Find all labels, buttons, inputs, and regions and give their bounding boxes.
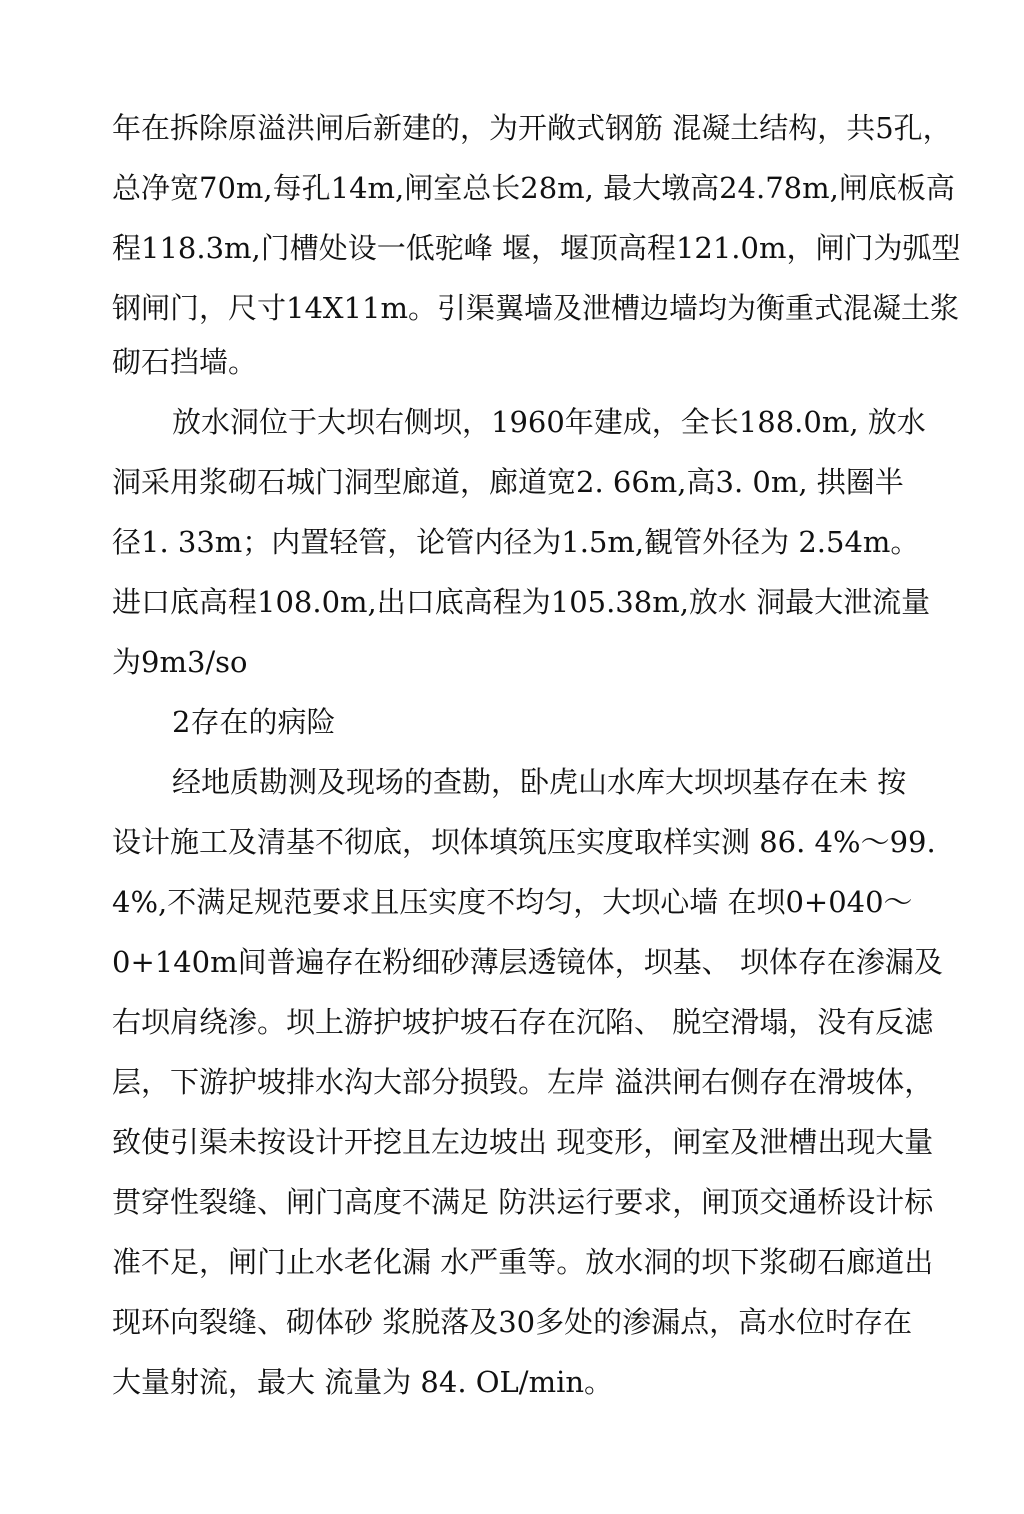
paragraph-3-line-3: 4%,不满足规范要求且压实度不均匀，大坝心墙 在坝0+040～ <box>112 885 913 919</box>
paragraph-2-line-4: 进口底高程108.0m,出口底高程为105.38m,放水 洞最大泄流量 <box>112 585 931 619</box>
paragraph-3-line-11: 大量射流，最大 流量为 84. OL/min。 <box>112 1365 614 1399</box>
paragraph-3-line-1: 经地质勘测及现场的查勘，卧虎山水库大坝坝基存在未 按 <box>172 765 907 799</box>
paragraph-2-line-2: 洞采用浆砌石城门洞型廊道，廊道宽2. 66m,高3. 0m, 拱圈半 <box>112 465 904 499</box>
paragraph-2-line-1: 放水洞位于大坝右侧坝，1960年建成，全长188.0m, 放水 <box>172 405 926 439</box>
paragraph-2-line-3: 径1. 33m；内置轻管，论管内径为1.5m,観管外径为 2.54m。 <box>112 525 920 559</box>
paragraph-3-line-2: 设计施工及清基不彻底，坝体填筑压实度取样实测 86. 4%～99. <box>112 825 936 859</box>
paragraph-1-line-3: 程118.3m,门槽处设一低驼峰 堰，堰顶高程121.0m，闸门为弧型 <box>112 231 961 265</box>
paragraph-3-line-5: 右坝肩绕渗。坝上游护坡护坡石存在沉陷、 脱空滑塌，没有反滤 <box>112 1005 934 1039</box>
section-heading: 2存在的病险 <box>172 705 336 739</box>
paragraph-3-line-6: 层，下游护坡排水沟大部分损毁。左岸 溢洪闸右侧存在滑坡体， <box>112 1065 934 1099</box>
paragraph-1-line-1: 年在拆除原溢洪闸后新建的，为开敞式钢筋 混凝土结构，共5孔， <box>112 111 952 145</box>
paragraph-3-line-8: 贯穿性裂缝、闸门高度不满足 防洪运行要求，闸顶交通桥设计标 <box>112 1185 934 1219</box>
paragraph-3-line-9: 准不足，闸门止水老化漏 水严重等。放水洞的坝下浆砌石廊道出 <box>112 1245 934 1279</box>
paragraph-1-line-4: 钢闸门，尺寸14X11m。引渠翼墙及泄槽边墙均为衡重式混凝土浆 <box>112 291 959 325</box>
paragraph-3-line-4: 0+140m间普遍存在粉细砂薄层透镜体，坝基、 坝体存在渗漏及 <box>112 945 943 979</box>
paragraph-2-line-5: 为9m3/so <box>112 645 248 679</box>
paragraph-1-line-2: 总净宽70m,每孔14m,闸室总长28m, 最大墩高24.78m,闸底板高 <box>112 171 955 205</box>
paragraph-1-line-5: 砌石挡墙。 <box>112 345 258 379</box>
paragraph-3-line-7: 致使引渠未按设计开挖且左边坡出 现变形，闸室及泄槽出现大量 <box>112 1125 934 1159</box>
paragraph-3-line-10: 现环向裂缝、砌体砂 浆脱落及30多处的渗漏点，高水位时存在 <box>112 1305 913 1339</box>
